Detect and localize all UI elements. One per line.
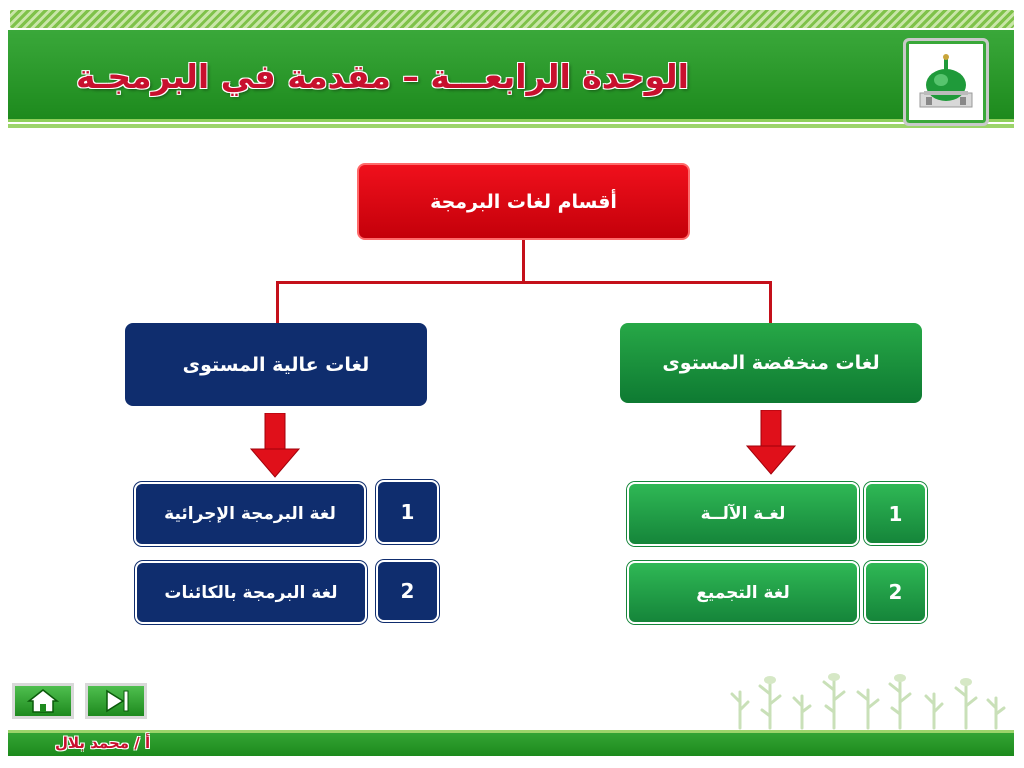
low-item-label: لغة التجميع [627,561,859,624]
plants-decoration [730,672,1010,730]
high-item-label: لغة البرمجة بالكائنات [135,561,367,624]
connector-left-down [276,281,279,323]
header-stripes [10,10,1014,28]
high-level-node [125,323,427,406]
low-item-number: 1 [864,482,927,545]
root-label: أقسام لغات البرمجة [430,190,617,213]
down-arrow-icon [745,410,797,476]
low-level-label: لغات منخفضة المستوى [662,352,880,374]
header-underline [8,124,1014,128]
footer-band [8,730,1014,756]
high-level-label: لغات عالية المستوى [182,353,370,376]
mosque-logo [903,38,989,126]
mosque-icon [914,51,978,113]
high-item-label: لغة البرمجة الإجرائية [134,482,366,546]
home-button[interactable] [12,683,74,719]
down-arrow-icon [249,413,301,479]
author-name: أ / محمد بلال [55,734,151,752]
root-node [357,163,690,240]
next-end-icon [88,686,144,716]
next-button[interactable] [85,683,147,719]
page-title: الوحدة الرابعـــة – مقدمة في البرمجـة [76,57,689,96]
low-item-number: 2 [864,561,927,623]
home-icon [15,686,71,716]
high-item-number: 2 [376,560,439,622]
connector-right-down [769,281,772,323]
connector-root-down [522,240,525,282]
connector-horizontal [276,281,772,284]
high-item-number: 1 [376,480,439,544]
low-level-node [620,323,922,403]
low-item-label: لغـة الآلــة [627,482,859,546]
